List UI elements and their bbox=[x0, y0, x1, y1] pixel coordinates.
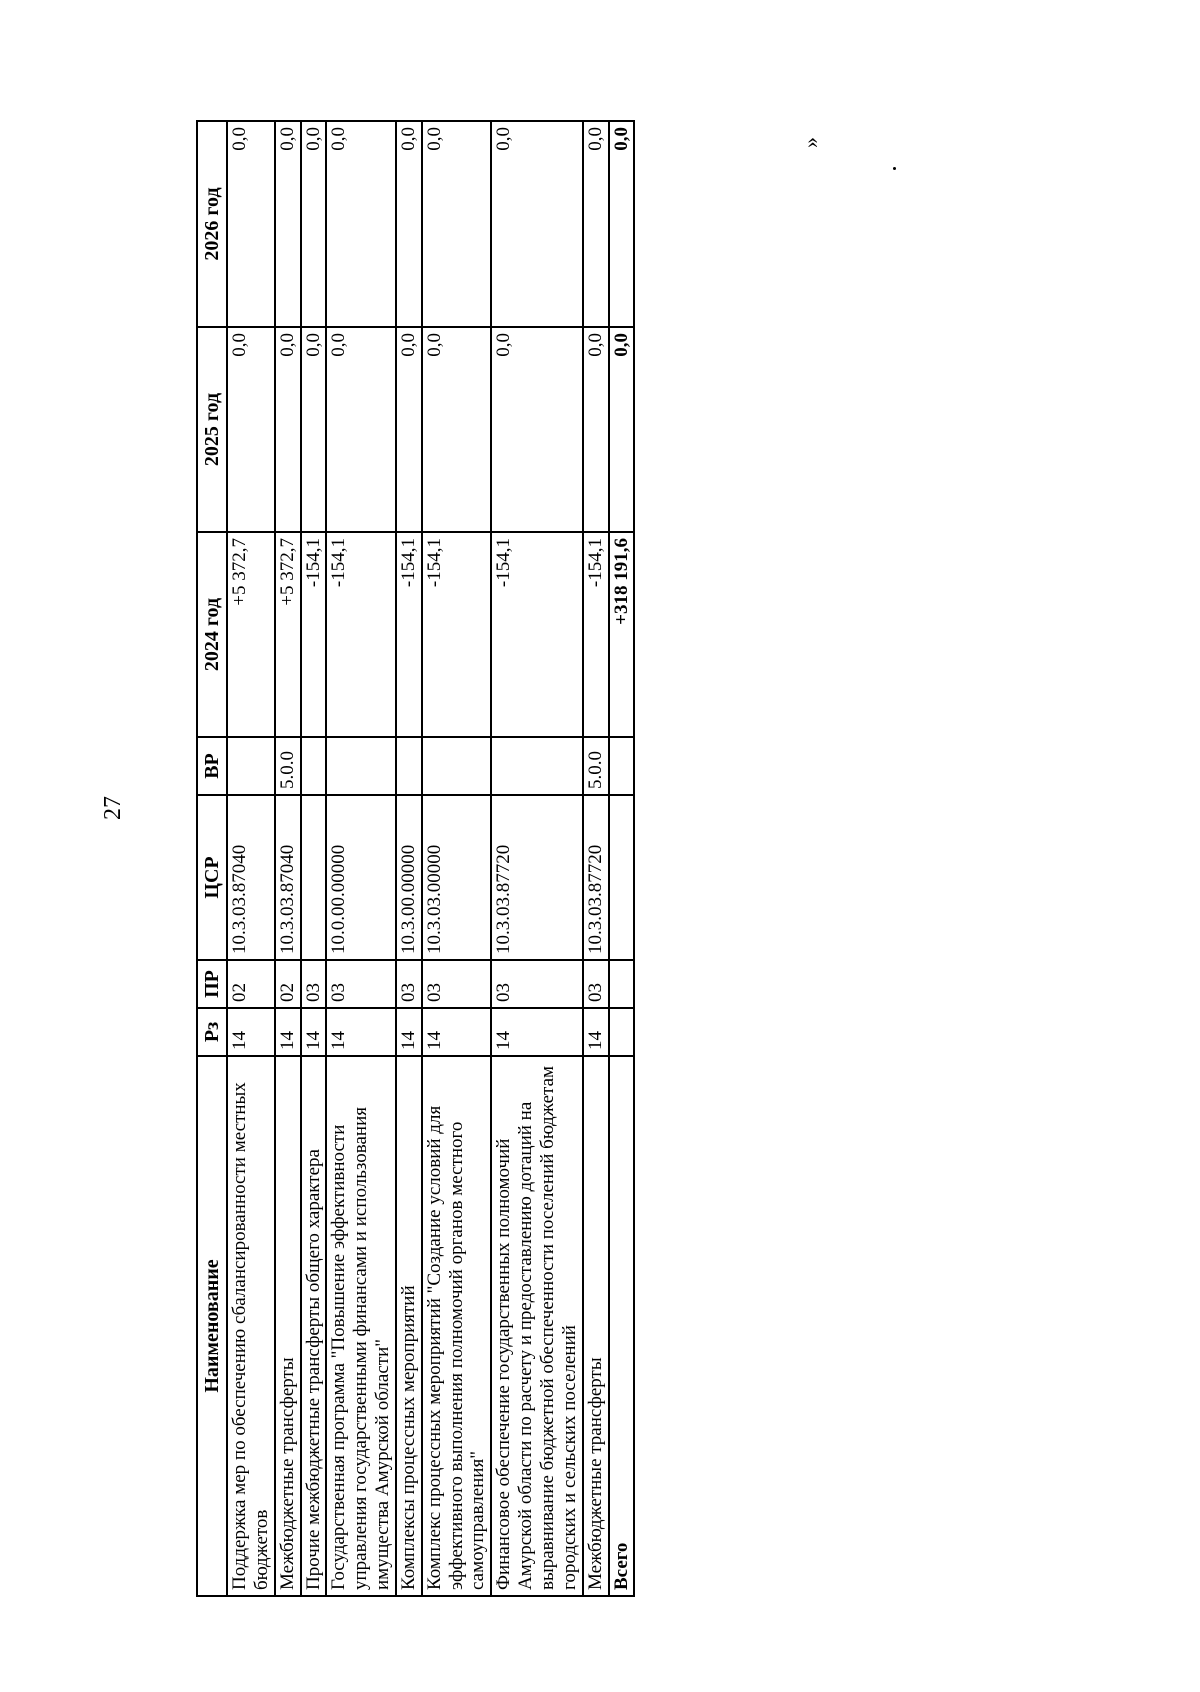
header-pr: ПР bbox=[197, 960, 227, 1008]
table-row bbox=[396, 121, 422, 1596]
cell-2024: +5 372,7 bbox=[227, 532, 275, 737]
page-number: 27 bbox=[100, 796, 126, 820]
budget-table-container bbox=[196, 122, 746, 1597]
cell-pr: 03 bbox=[396, 960, 422, 1008]
cell-pr: 03 bbox=[326, 960, 396, 1008]
cell-2024: -154,1 bbox=[301, 532, 327, 737]
cell-csr: 10.3.03.87720 bbox=[583, 795, 609, 960]
cell-name: Комплекс процессных мероприятий "Создание условий для эффективного выполнения полномочий органов местного самоуправления" bbox=[422, 1056, 492, 1596]
cell-csr: 10.0.00.00000 bbox=[326, 795, 396, 960]
table-row bbox=[326, 121, 396, 1596]
cell-pr: 03 bbox=[491, 960, 582, 1008]
cell-2024: -154,1 bbox=[396, 532, 422, 737]
cell-rz: 14 bbox=[227, 1008, 275, 1056]
cell-2024: -154,1 bbox=[422, 532, 492, 737]
cell-csr bbox=[301, 795, 327, 960]
header-2026: 2026 год bbox=[197, 121, 227, 327]
total-label: Всего bbox=[609, 1056, 635, 1596]
cell-2026: 0,0 bbox=[583, 121, 609, 327]
cell-2026: 0,0 bbox=[275, 121, 301, 327]
cell-vr bbox=[301, 737, 327, 795]
cell-name: Межбюджетные трансферты bbox=[583, 1056, 609, 1596]
stray-dot bbox=[893, 167, 896, 170]
cell-2025: 0,0 bbox=[227, 327, 275, 532]
table-total-row bbox=[609, 121, 635, 1596]
cell-2024: -154,1 bbox=[491, 532, 582, 737]
cell-csr: 10.3.03.87040 bbox=[227, 795, 275, 960]
table-row bbox=[491, 121, 582, 1596]
header-csr: ЦСР bbox=[197, 795, 227, 960]
cell-2025: 0,0 bbox=[422, 327, 492, 532]
cell-2024: -154,1 bbox=[326, 532, 396, 737]
table-row bbox=[583, 121, 609, 1596]
cell-rz: 14 bbox=[275, 1008, 301, 1056]
cell-name: Поддержка мер по обеспечению сбалансированности местных бюджетов bbox=[227, 1056, 275, 1596]
cell-vr bbox=[491, 737, 582, 795]
cell-csr: 10.3.00.00000 bbox=[396, 795, 422, 960]
cell-csr bbox=[609, 795, 635, 960]
cell-2026: 0,0 bbox=[422, 121, 492, 327]
header-vr: ВР bbox=[197, 737, 227, 795]
cell-2026: 0,0 bbox=[326, 121, 396, 327]
cell-pr bbox=[609, 960, 635, 1008]
cell-pr: 02 bbox=[275, 960, 301, 1008]
cell-2025: 0,0 bbox=[583, 327, 609, 532]
cell-2025: 0,0 bbox=[275, 327, 301, 532]
table-row bbox=[301, 121, 327, 1596]
cell-vr bbox=[227, 737, 275, 795]
cell-vr bbox=[326, 737, 396, 795]
header-2024: 2024 год bbox=[197, 532, 227, 737]
cell-2026: 0,0 bbox=[396, 121, 422, 327]
total-2025: 0,0 bbox=[609, 327, 635, 532]
header-name: Наименование bbox=[197, 1056, 227, 1596]
cell-vr: 5.0.0 bbox=[583, 737, 609, 795]
cell-2026: 0,0 bbox=[301, 121, 327, 327]
table-header-row bbox=[197, 121, 227, 1596]
total-2024: +318 191,6 bbox=[609, 532, 635, 737]
table-row bbox=[275, 121, 301, 1596]
table-row bbox=[422, 121, 492, 1596]
cell-rz: 14 bbox=[326, 1008, 396, 1056]
cell-csr: 10.3.03.00000 bbox=[422, 795, 492, 960]
cell-rz: 14 bbox=[396, 1008, 422, 1056]
cell-rz: 14 bbox=[422, 1008, 492, 1056]
cell-pr: 03 bbox=[583, 960, 609, 1008]
cell-rz: 14 bbox=[301, 1008, 327, 1056]
cell-2025: 0,0 bbox=[491, 327, 582, 532]
cell-vr bbox=[396, 737, 422, 795]
budget-table bbox=[196, 120, 635, 1597]
cell-name: Межбюджетные трансферты bbox=[275, 1056, 301, 1596]
cell-pr: 03 bbox=[301, 960, 327, 1008]
cell-name: Финансовое обеспечение государственных полномочий Амурской области по расчету и предоставлению дотаций на выравнивание бюджетной обеспеченности поселений бюджетам городских и сельских поселений bbox=[491, 1056, 582, 1596]
header-2025: 2025 год bbox=[197, 327, 227, 532]
closing-quote-mark: » bbox=[798, 137, 823, 148]
cell-vr bbox=[609, 737, 635, 795]
cell-vr: 5.0.0 bbox=[275, 737, 301, 795]
cell-2025: 0,0 bbox=[301, 327, 327, 532]
cell-2026: 0,0 bbox=[227, 121, 275, 327]
cell-2026: 0,0 bbox=[491, 121, 582, 327]
cell-pr: 03 bbox=[422, 960, 492, 1008]
cell-vr bbox=[422, 737, 492, 795]
cell-rz: 14 bbox=[583, 1008, 609, 1056]
cell-name: Государственная программа "Повышение эффективности управления государственными финансами и использования имущества Амурской области" bbox=[326, 1056, 396, 1596]
total-2026: 0,0 bbox=[609, 121, 635, 327]
cell-2024: -154,1 bbox=[583, 532, 609, 737]
cell-csr: 10.3.03.87720 bbox=[491, 795, 582, 960]
cell-csr: 10.3.03.87040 bbox=[275, 795, 301, 960]
cell-2025: 0,0 bbox=[396, 327, 422, 532]
cell-rz: 14 bbox=[491, 1008, 582, 1056]
cell-rz bbox=[609, 1008, 635, 1056]
header-rz: Рз bbox=[197, 1008, 227, 1056]
cell-name: Комплексы процессных мероприятий bbox=[396, 1056, 422, 1596]
cell-2025: 0,0 bbox=[326, 327, 396, 532]
cell-2024: +5 372,7 bbox=[275, 532, 301, 737]
table-row bbox=[227, 121, 275, 1596]
cell-pr: 02 bbox=[227, 960, 275, 1008]
cell-name: Прочие межбюджетные трансферты общего характера bbox=[301, 1056, 327, 1596]
